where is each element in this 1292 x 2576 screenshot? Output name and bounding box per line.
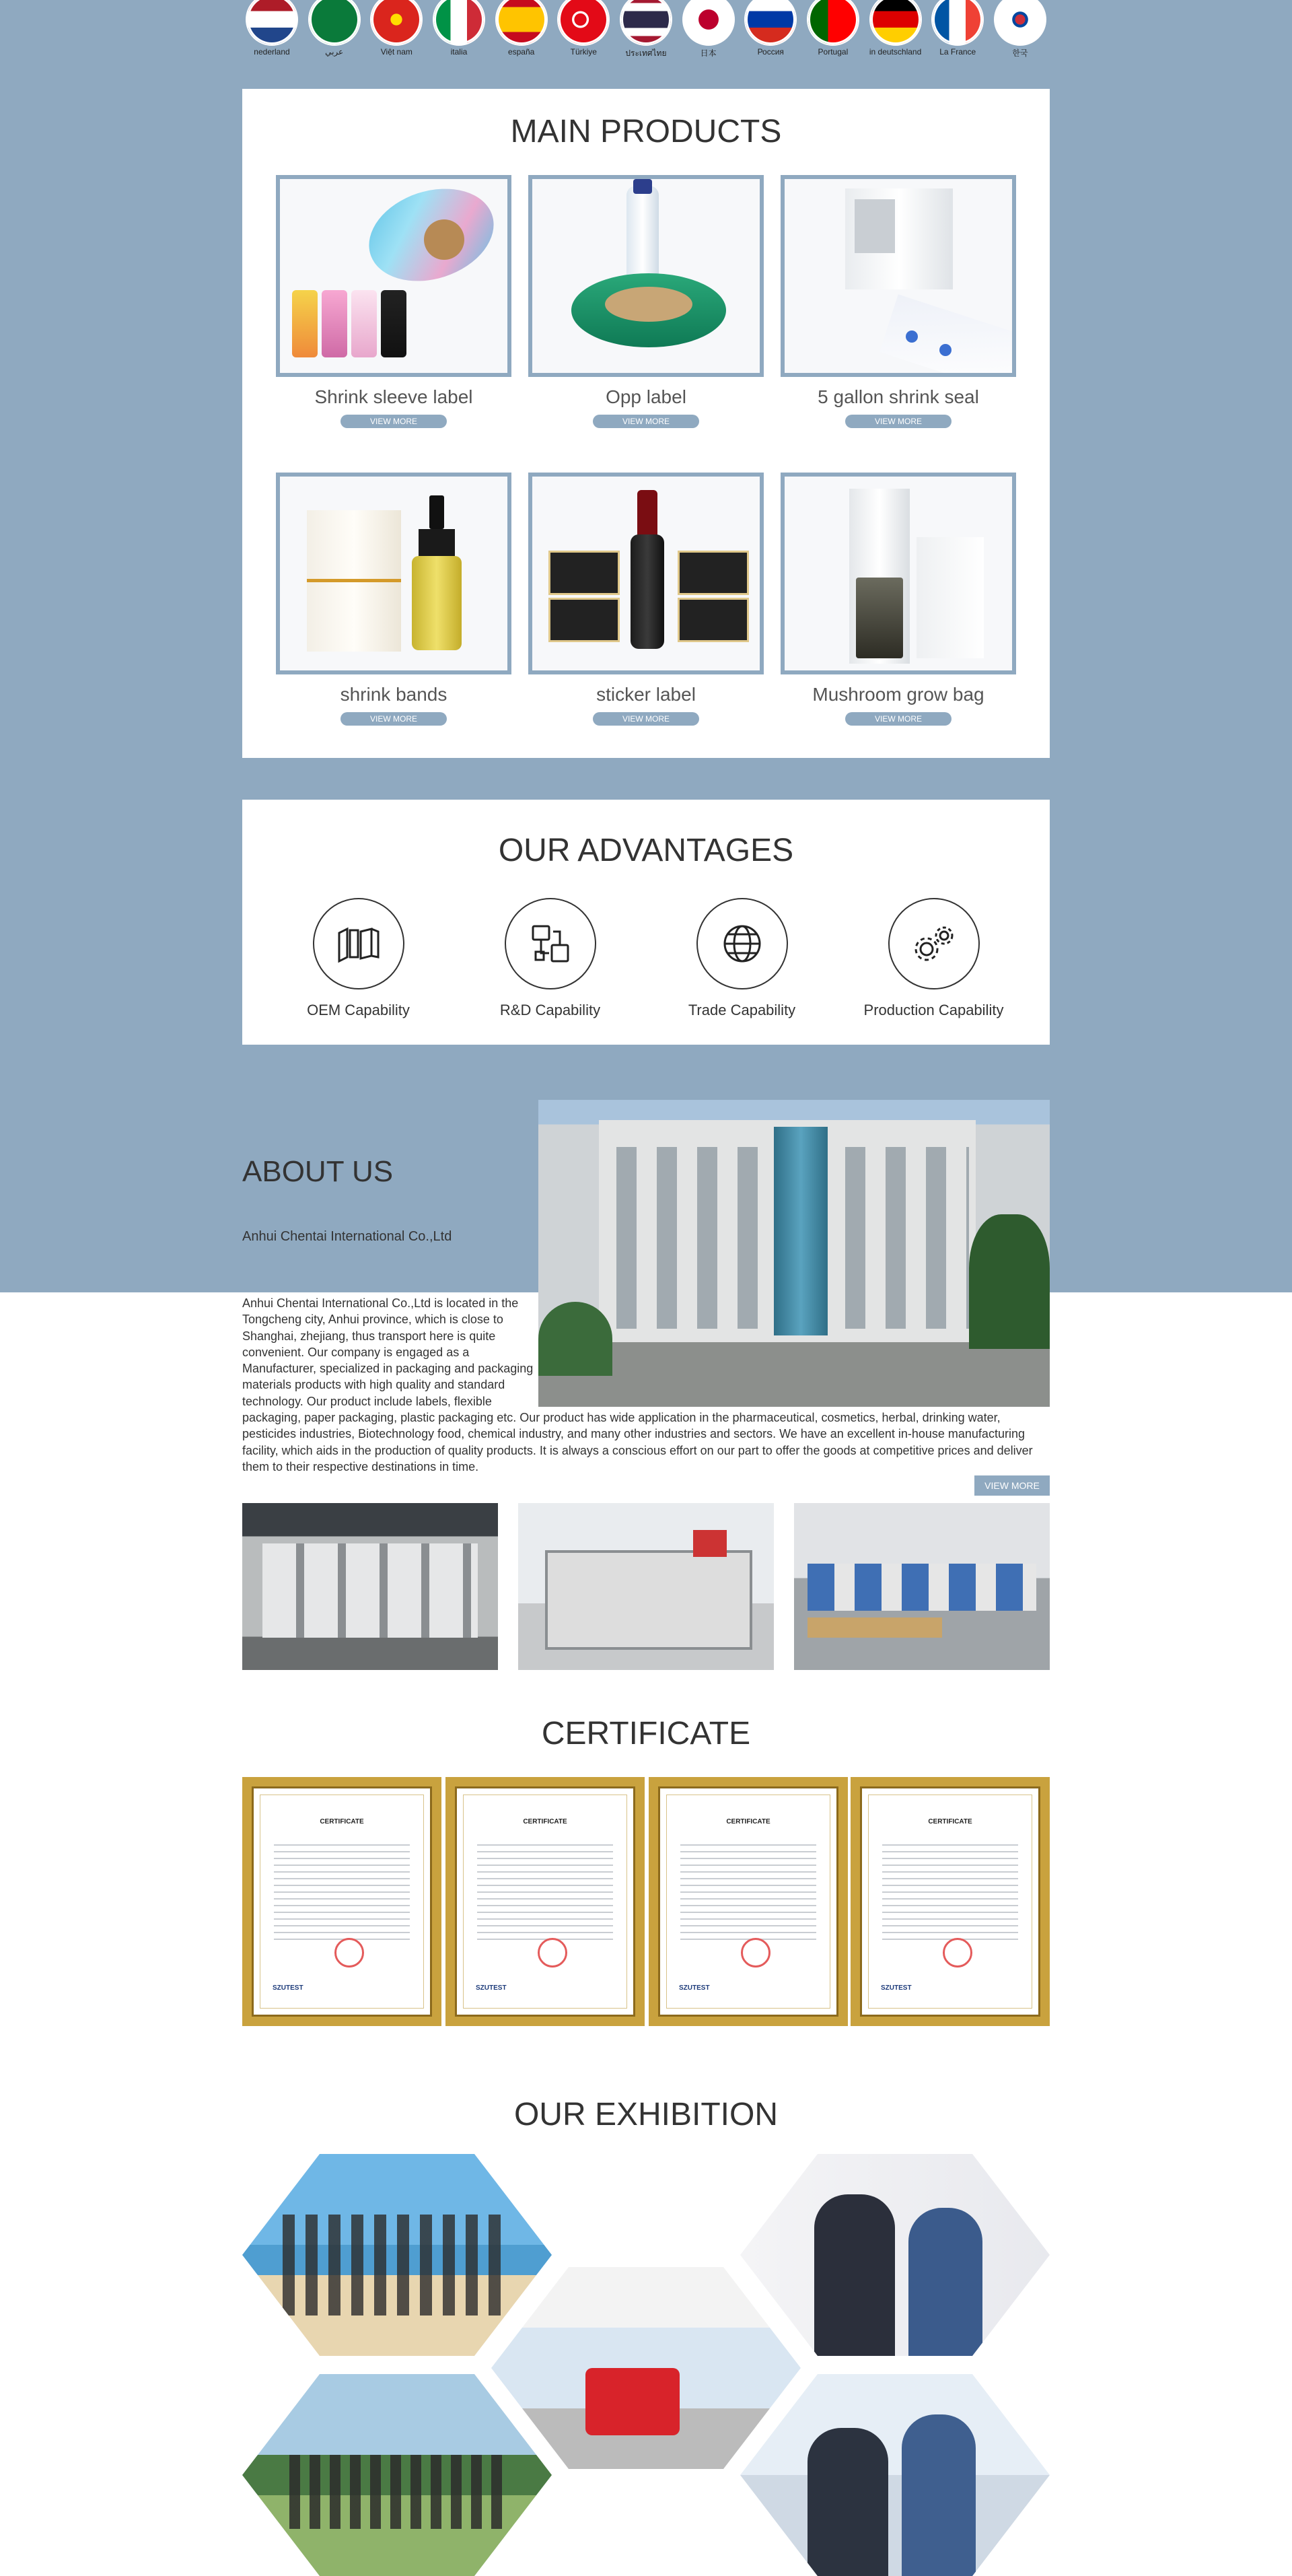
language-label: Việt nam bbox=[380, 47, 412, 57]
certificate-image[interactable] bbox=[445, 1777, 645, 2026]
exhibition-photo[interactable] bbox=[491, 2267, 801, 2469]
language-label: 日本 bbox=[700, 48, 717, 58]
language-arabic[interactable] bbox=[305, 0, 364, 62]
language-espana[interactable] bbox=[492, 0, 551, 62]
korea-flag-icon bbox=[994, 0, 1046, 46]
language-label: Portugal bbox=[818, 47, 849, 57]
language-label: La France bbox=[939, 47, 976, 57]
japan-flag-icon bbox=[682, 0, 735, 46]
russia-flag-icon bbox=[744, 0, 797, 46]
product-card bbox=[781, 473, 1016, 726]
germany-flag-icon bbox=[869, 0, 922, 46]
language-label: in deutschland bbox=[869, 47, 922, 57]
certificate-footer: SZUTEST bbox=[881, 1984, 912, 1992]
view-more-button[interactable]: VIEW MORE bbox=[593, 415, 699, 428]
advantage-label: OEM Capability bbox=[307, 1002, 410, 1018]
exhibition-photo[interactable] bbox=[740, 2154, 1050, 2356]
advantages-row bbox=[242, 898, 1050, 1019]
language-nederland[interactable] bbox=[242, 0, 301, 62]
advantage-label: Production Capability bbox=[863, 1002, 1004, 1018]
product-title[interactable]: shrink bands bbox=[340, 684, 447, 705]
exhibition-photo[interactable] bbox=[740, 2374, 1050, 2576]
language-portugal[interactable] bbox=[803, 0, 863, 62]
sticker-label-image[interactable] bbox=[528, 473, 764, 674]
factory-image bbox=[518, 1503, 774, 1670]
italy-flag-icon bbox=[433, 0, 485, 46]
product-card bbox=[276, 175, 511, 428]
language-bar bbox=[242, 0, 1050, 62]
language-label: italia bbox=[450, 47, 468, 57]
exhibition-title: OUR EXHIBITION bbox=[513, 2097, 779, 2132]
language-thai[interactable] bbox=[616, 0, 676, 62]
about-title: ABOUT US bbox=[242, 1155, 394, 1188]
shrink-sleeve-roll-image[interactable] bbox=[276, 175, 511, 377]
language-japan[interactable] bbox=[679, 0, 738, 62]
portugal-flag-icon bbox=[807, 0, 859, 46]
products-grid bbox=[276, 175, 1016, 726]
language-deutsch[interactable] bbox=[866, 0, 925, 62]
language-turkiye[interactable] bbox=[554, 0, 613, 62]
factory-image bbox=[794, 1503, 1050, 1670]
language-label: Türkiye bbox=[570, 47, 597, 57]
advantage-trade[interactable] bbox=[655, 898, 830, 1019]
certificate-image[interactable] bbox=[851, 1777, 1050, 2026]
advantage-label: Trade Capability bbox=[688, 1002, 796, 1018]
certificate-frame bbox=[666, 1795, 830, 2009]
view-more-button[interactable]: VIEW MORE bbox=[845, 712, 952, 726]
product-title[interactable]: Shrink sleeve label bbox=[314, 386, 473, 407]
thailand-flag-icon bbox=[620, 0, 672, 46]
language-italia[interactable] bbox=[429, 0, 489, 62]
certificate-footer: SZUTEST bbox=[679, 1984, 710, 1992]
language-label: Россия bbox=[757, 47, 784, 57]
about-company-name: Anhui Chentai International Co.,Ltd bbox=[242, 1229, 452, 1244]
product-title[interactable]: Opp label bbox=[606, 386, 686, 407]
view-more-button[interactable]: VIEW MORE bbox=[845, 415, 952, 428]
vietnam-flag-icon bbox=[370, 0, 423, 46]
certificate-heading: CERTIFICATE bbox=[928, 1818, 972, 1825]
advantage-label: R&D Capability bbox=[499, 1002, 601, 1018]
certificate-image[interactable] bbox=[649, 1777, 848, 2026]
spain-flag-icon bbox=[495, 0, 548, 46]
advantage-rnd[interactable] bbox=[463, 898, 638, 1019]
view-more-button[interactable]: VIEW MORE bbox=[340, 415, 447, 428]
shrink-bands-image[interactable] bbox=[276, 473, 511, 674]
certificate-frame bbox=[463, 1795, 627, 2009]
netherlands-flag-icon bbox=[246, 0, 298, 46]
product-title[interactable]: sticker label bbox=[596, 684, 696, 705]
section-title: MAIN PRODUCTS bbox=[510, 114, 782, 149]
rnd-icon bbox=[505, 898, 596, 989]
about-view-more-button[interactable]: VIEW MORE bbox=[974, 1475, 1050, 1496]
oem-icon bbox=[313, 898, 404, 989]
about-text: Anhui Chentai International Co.,Ltd is located in the Tongcheng city, Anhui province, which is close to Shanghai, zhejiang, thus transport here is quite convenient. Our company is engaged as a Manufacturer, specialized in packaging and packaging materials products with high quality and standard technology. Our product include labels, flexible packaging, paper packaging, plastic packaging etc. Our product has wide application in the pharmaceutical, cosmetics, herbal, drinking water, pesticides industries, Biotechnology food, chemical industry, and many other industries and sectors. We have an excellent in-house manufacturing facility, which aids in the production of quality products. It is always a conscious effort on our part to offer the goods at competitive prices and deliver them to their respective destinations in time. bbox=[242, 1296, 1033, 1473]
globe-icon bbox=[696, 898, 788, 989]
certificate-heading: CERTIFICATE bbox=[320, 1818, 364, 1825]
certificate-heading: CERTIFICATE bbox=[523, 1818, 567, 1825]
language-russia[interactable] bbox=[741, 0, 800, 62]
product-title[interactable]: 5 gallon shrink seal bbox=[818, 386, 979, 407]
gears-icon bbox=[888, 898, 980, 989]
opp-label-roll-image[interactable] bbox=[528, 175, 764, 377]
language-label: عربي bbox=[325, 47, 344, 57]
view-more-button[interactable]: VIEW MORE bbox=[340, 712, 447, 726]
certificate-heading: CERTIFICATE bbox=[726, 1818, 770, 1825]
certificate-title: CERTIFICATE bbox=[541, 1716, 751, 1751]
factory-image bbox=[242, 1503, 498, 1670]
product-card bbox=[781, 175, 1016, 428]
language-label: ประเทศไทย bbox=[625, 48, 667, 58]
language-france[interactable] bbox=[928, 0, 987, 62]
exhibition-photo[interactable] bbox=[242, 2374, 552, 2576]
language-label: españa bbox=[507, 47, 535, 57]
certificate-image[interactable] bbox=[242, 1777, 441, 2026]
advantage-production[interactable] bbox=[847, 898, 1021, 1019]
product-card bbox=[528, 473, 764, 726]
certificate-footer: SZUTEST bbox=[273, 1984, 303, 1992]
language-label: nederland bbox=[254, 47, 290, 57]
product-title[interactable]: Mushroom grow bag bbox=[812, 684, 984, 705]
exhibition-photo[interactable] bbox=[242, 2154, 552, 2356]
language-label: 한국 bbox=[1012, 48, 1028, 58]
section-title: OUR ADVANTAGES bbox=[498, 833, 794, 868]
turkey-flag-icon bbox=[557, 0, 610, 46]
france-flag-icon bbox=[931, 0, 984, 46]
grow-bag-image[interactable] bbox=[781, 473, 1016, 674]
product-card bbox=[528, 175, 764, 428]
certificate-footer: SZUTEST bbox=[476, 1984, 507, 1992]
main-products-section bbox=[242, 89, 1050, 758]
certificate-frame bbox=[868, 1795, 1032, 2009]
language-vietnam[interactable] bbox=[367, 0, 426, 62]
language-korea[interactable] bbox=[991, 0, 1050, 62]
saudi-arabia-flag-icon bbox=[308, 0, 361, 46]
shrink-seal-image[interactable] bbox=[781, 175, 1016, 377]
product-card bbox=[276, 473, 511, 726]
advantage-oem[interactable] bbox=[271, 898, 446, 1019]
advantages-section bbox=[242, 800, 1050, 1045]
certificate-frame bbox=[260, 1795, 424, 2009]
about-description bbox=[242, 1295, 1050, 1475]
view-more-button[interactable]: VIEW MORE bbox=[593, 712, 699, 726]
